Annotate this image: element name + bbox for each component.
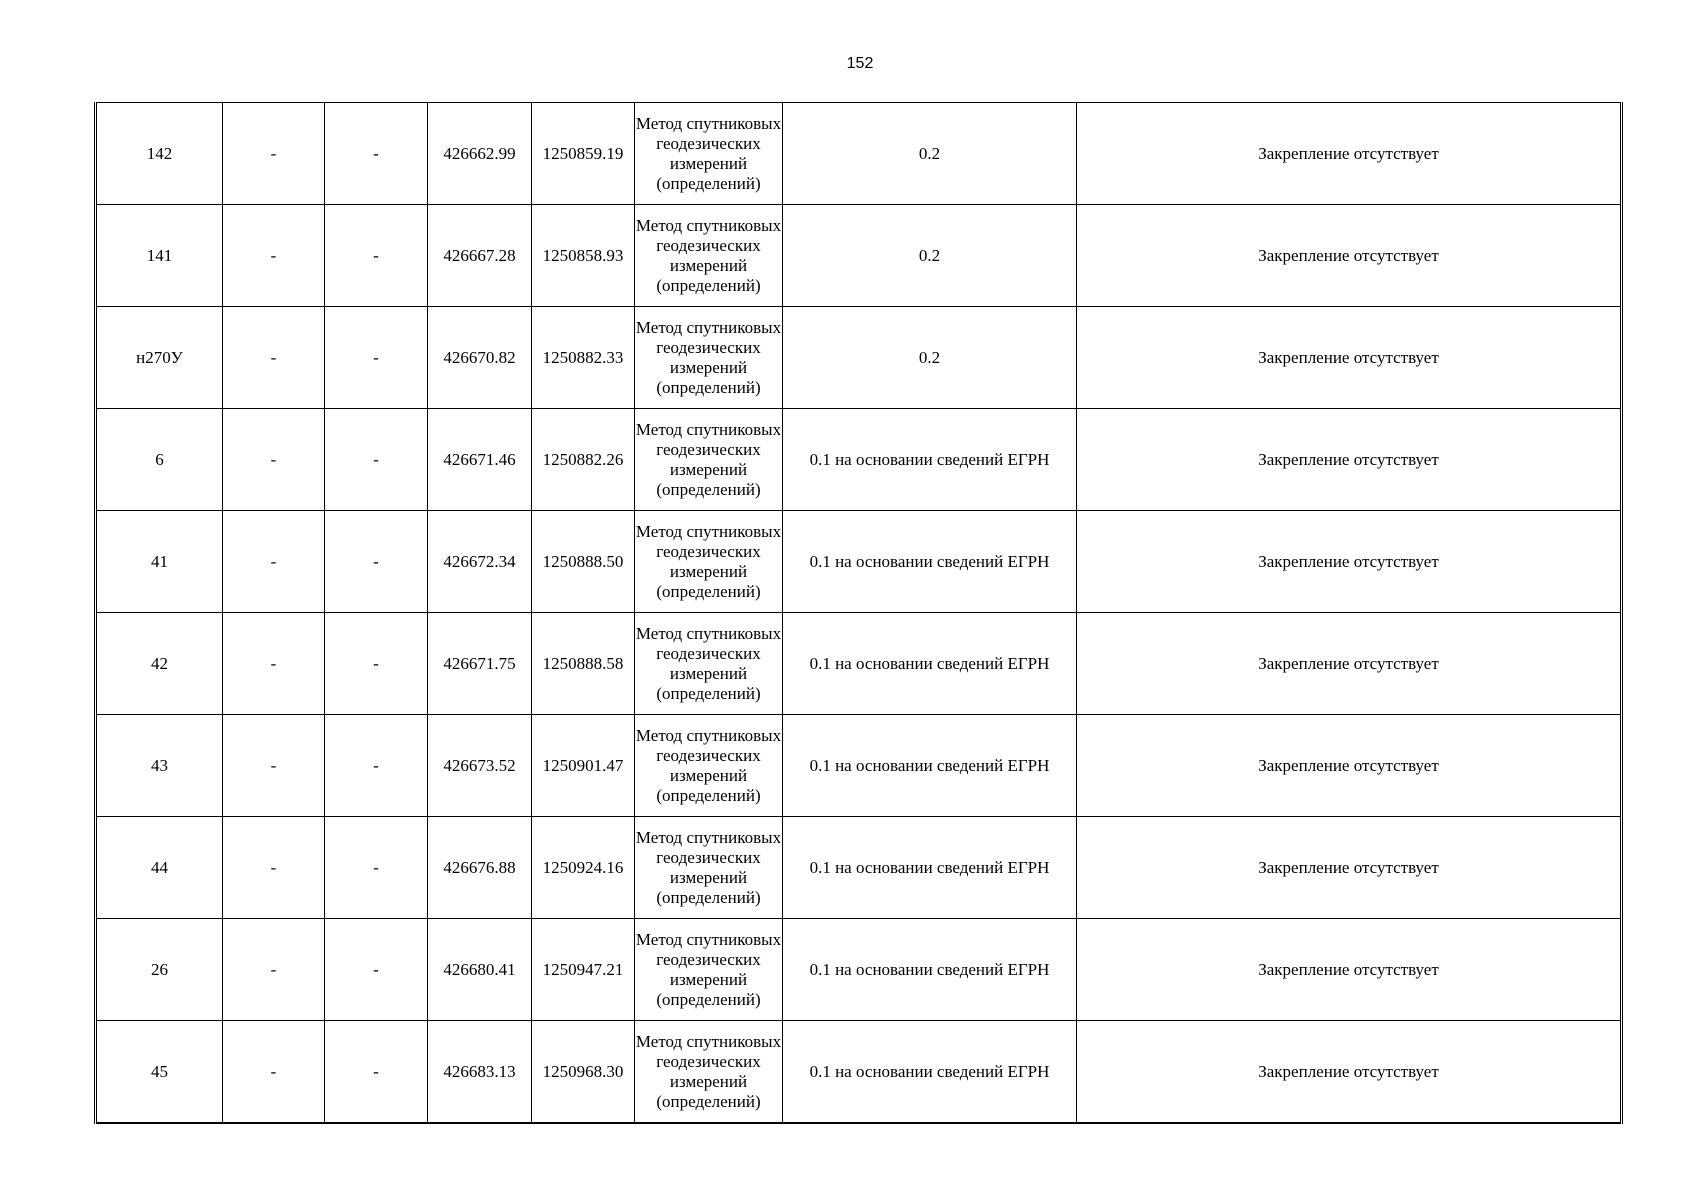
old-y-cell: - (325, 1021, 428, 1124)
old-y-cell: - (325, 613, 428, 715)
old-y-cell: - (325, 817, 428, 919)
table-body (96, 103, 1622, 1124)
accuracy-cell: 0.1 на основании сведений ЕГРН (783, 511, 1077, 613)
point-number-cell: 43 (96, 715, 223, 817)
old-y-cell: - (325, 103, 428, 205)
old-x-cell: - (223, 919, 325, 1021)
x-coordinate-cell: 426671.75 (428, 613, 532, 715)
old-y-cell: - (325, 919, 428, 1021)
description-cell: Закрепление отсутствует (1077, 715, 1622, 817)
accuracy-cell: 0.1 на основании сведений ЕГРН (783, 817, 1077, 919)
y-coordinate-cell: 1250882.26 (532, 409, 635, 511)
method-cell: Метод спутниковых геодезических измерений (определений) (635, 1021, 783, 1124)
table-row (96, 715, 1622, 817)
old-y-cell: - (325, 511, 428, 613)
point-number-cell: 44 (96, 817, 223, 919)
description-cell: Закрепление отсутствует (1077, 511, 1622, 613)
x-coordinate-cell: 426683.13 (428, 1021, 532, 1124)
old-x-cell: - (223, 1021, 325, 1124)
accuracy-cell: 0.1 на основании сведений ЕГРН (783, 715, 1077, 817)
method-cell: Метод спутниковых геодезических измерений (определений) (635, 613, 783, 715)
old-x-cell: - (223, 307, 325, 409)
method-cell: Метод спутниковых геодезических измерений (определений) (635, 307, 783, 409)
description-cell: Закрепление отсутствует (1077, 613, 1622, 715)
description-cell: Закрепление отсутствует (1077, 817, 1622, 919)
y-coordinate-cell: 1250858.93 (532, 205, 635, 307)
y-coordinate-cell: 1250924.16 (532, 817, 635, 919)
method-cell: Метод спутниковых геодезических измерений (определений) (635, 511, 783, 613)
accuracy-cell: 0.1 на основании сведений ЕГРН (783, 613, 1077, 715)
old-x-cell: - (223, 715, 325, 817)
x-coordinate-cell: 426673.52 (428, 715, 532, 817)
point-number-cell: 42 (96, 613, 223, 715)
x-coordinate-cell: 426662.99 (428, 103, 532, 205)
point-number-cell: н270У (96, 307, 223, 409)
description-cell: Закрепление отсутствует (1077, 103, 1622, 205)
table-row (96, 103, 1622, 205)
method-cell: Метод спутниковых геодезических измерений (определений) (635, 205, 783, 307)
old-x-cell: - (223, 103, 325, 205)
table-row (96, 409, 1622, 511)
old-y-cell: - (325, 307, 428, 409)
old-x-cell: - (223, 817, 325, 919)
method-cell: Метод спутниковых геодезических измерений (определений) (635, 409, 783, 511)
table-row (96, 307, 1622, 409)
old-y-cell: - (325, 205, 428, 307)
point-number-cell: 141 (96, 205, 223, 307)
table-row (96, 1021, 1622, 1124)
x-coordinate-cell: 426680.41 (428, 919, 532, 1021)
y-coordinate-cell: 1250882.33 (532, 307, 635, 409)
accuracy-cell: 0.2 (783, 307, 1077, 409)
point-number-cell: 26 (96, 919, 223, 1021)
x-coordinate-cell: 426671.46 (428, 409, 532, 511)
method-cell: Метод спутниковых геодезических измерений (определений) (635, 715, 783, 817)
description-cell: Закрепление отсутствует (1077, 1021, 1622, 1124)
old-x-cell: - (223, 409, 325, 511)
y-coordinate-cell: 1250888.50 (532, 511, 635, 613)
accuracy-cell: 0.1 на основании сведений ЕГРН (783, 1021, 1077, 1124)
accuracy-cell: 0.1 на основании сведений ЕГРН (783, 409, 1077, 511)
description-cell: Закрепление отсутствует (1077, 205, 1622, 307)
table-row (96, 511, 1622, 613)
old-y-cell: - (325, 409, 428, 511)
old-x-cell: - (223, 511, 325, 613)
description-cell: Закрепление отсутствует (1077, 307, 1622, 409)
y-coordinate-cell: 1250901.47 (532, 715, 635, 817)
x-coordinate-cell: 426672.34 (428, 511, 532, 613)
old-y-cell: - (325, 715, 428, 817)
page-number: 152 (846, 55, 874, 72)
description-cell: Закрепление отсутствует (1077, 919, 1622, 1021)
method-cell: Метод спутниковых геодезических измерений (определений) (635, 919, 783, 1021)
old-x-cell: - (223, 205, 325, 307)
y-coordinate-cell: 1250947.21 (532, 919, 635, 1021)
point-number-cell: 142 (96, 103, 223, 205)
accuracy-cell: 0.1 на основании сведений ЕГРН (783, 919, 1077, 1021)
point-number-cell: 45 (96, 1021, 223, 1124)
x-coordinate-cell: 426667.28 (428, 205, 532, 307)
y-coordinate-cell: 1250968.30 (532, 1021, 635, 1124)
description-cell: Закрепление отсутствует (1077, 409, 1622, 511)
coordinates-table (94, 102, 1623, 1124)
y-coordinate-cell: 1250859.19 (532, 103, 635, 205)
point-number-cell: 41 (96, 511, 223, 613)
point-number-cell: 6 (96, 409, 223, 511)
table-row (96, 205, 1622, 307)
method-cell: Метод спутниковых геодезических измерений (определений) (635, 103, 783, 205)
accuracy-cell: 0.2 (783, 205, 1077, 307)
accuracy-cell: 0.2 (783, 103, 1077, 205)
method-cell: Метод спутниковых геодезических измерений (определений) (635, 817, 783, 919)
x-coordinate-cell: 426676.88 (428, 817, 532, 919)
old-x-cell: - (223, 613, 325, 715)
table-row (96, 919, 1622, 1021)
y-coordinate-cell: 1250888.58 (532, 613, 635, 715)
table-row (96, 613, 1622, 715)
x-coordinate-cell: 426670.82 (428, 307, 532, 409)
table-row (96, 817, 1622, 919)
